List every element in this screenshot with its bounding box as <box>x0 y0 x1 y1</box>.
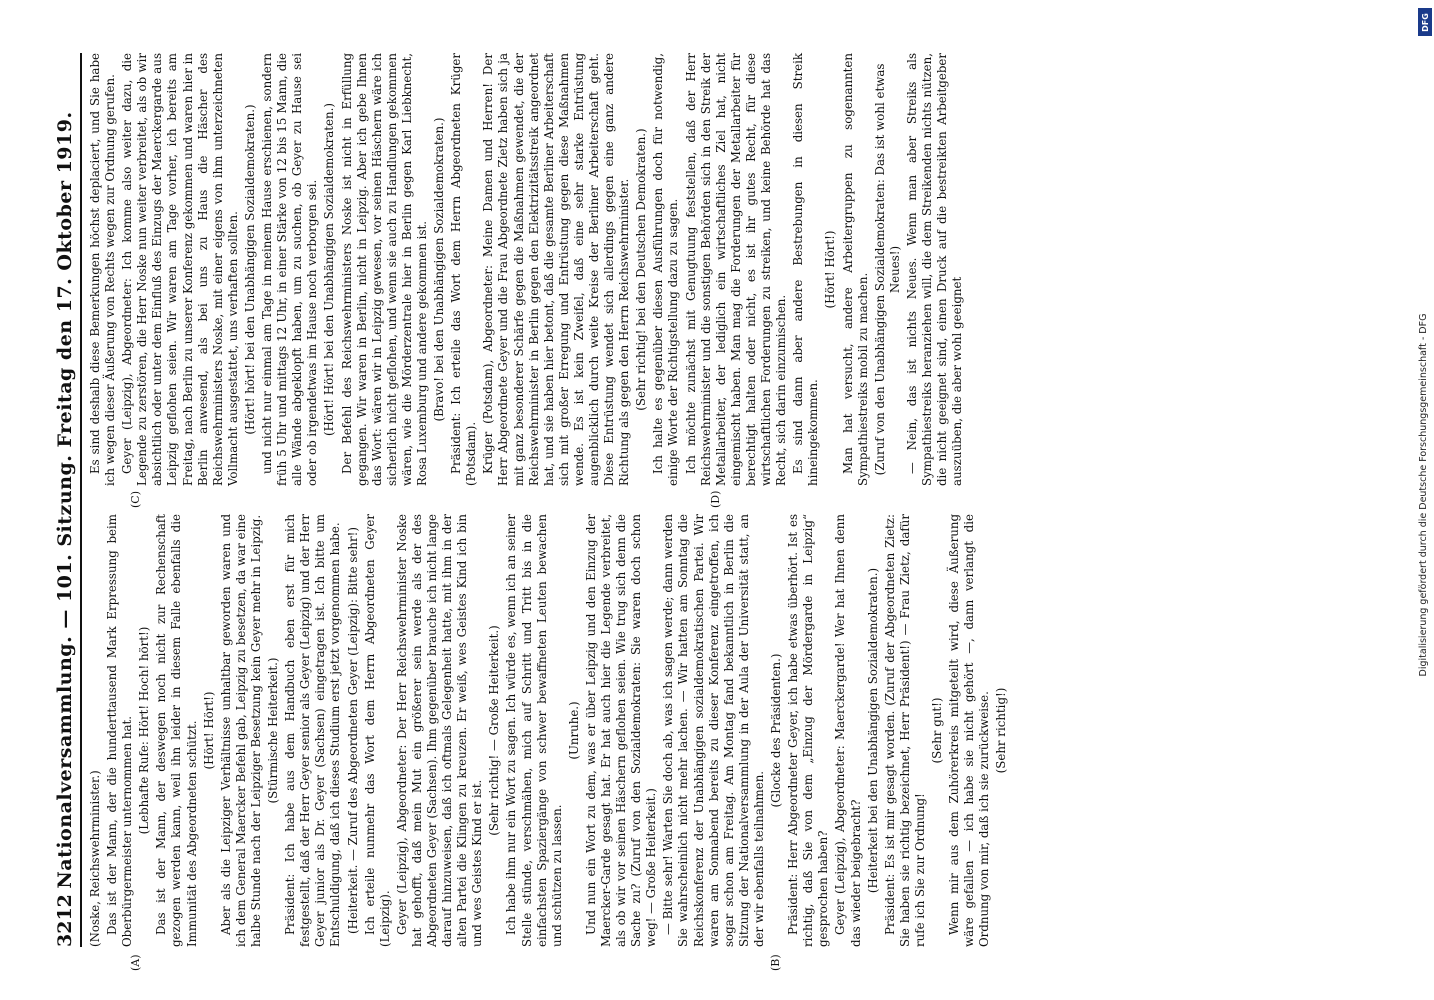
left-paragraph: — Bitte sehr! Warten Sie doch ab, was ich sagen werde; dann werden Sie wahrscheinlich nicht mehr lachen. — Wir hatten am Sonntag die Reichskonferenz der Unabhängigen sozialdemokratischen Partei. Wir waren am Sonnabend bereits zu dieser Konferenz eingetroffen, ich sogar schon am Freitag. Am Montag fand bekanntlich in Berlin die Sitzung der Nationalversammlung in der Aula der Universität statt, an der wir ebenfalls teilnahmen. <box>661 514 766 947</box>
dfg-logo-text: DFG <box>1420 12 1430 32</box>
rotated-page <box>50 45 1360 971</box>
margin-marker-b: (B) <box>769 954 782 971</box>
columns <box>88 53 1348 971</box>
margin-marker-c: (C) <box>129 491 142 508</box>
left-paragraph: (Stürmische Heiterkeit.) <box>266 657 281 804</box>
dfg-logo <box>1418 8 1432 36</box>
left-paragraph: Und nun ein Wort zu dem, was er über Leipzig und den Einzug der Maercker-Garde gesagt hat. Er hat auch hier die Legende verbreitet, als ob wir vor seinen Häschern geflohen seien. Wie trug sich denn die Sache zu? (Zuruf von den Sozialdemokraten: Sie waren doch schon weg! — Große Heiterkeit.) <box>583 514 659 947</box>
right-paragraph: Der Befehl des Reichswehrministers Noske ist nicht in Erfüllung gegangen. Wir waren in Berlin, nicht in Leipzig. Aber ich gebe Ihnen das Wort: wären wir in Leipzig gewesen, vor seinen Häschern wäre ich sicherlich nicht geflohen, und wenn sie auch zu Handlungen gekommen wären, wie die Mörderzentrale hier in Berlin gegen Karl Liebknecht, Rosa Luxemburg und andere gekommen ist. <box>339 53 429 486</box>
right-paragraph: (Hört! Hört! bei den Unabhängigen Sozialdemokraten.) <box>322 103 337 436</box>
left-paragraph: (Glocke des Präsidenten.) <box>769 653 784 808</box>
left-paragraph: (Sehr richtig! — Große Heiterkeit.) <box>487 625 502 836</box>
left-paragraph: (Sehr richtig!) <box>994 687 1009 774</box>
left-paragraph: (Heiterkeit. — Zuruf des Abgeordneten Geyer (Leipzig): Bitte sehr!) <box>345 526 360 935</box>
right-paragraph: (Sehr richtig! bei den Deutschen Demokraten.) <box>634 128 649 411</box>
left-paragraph: Das ist der Mann, der deswegen noch nicht zur Rechenschaft gezogen werden kann, weil ihn leider in diesem Falle ebenfalls die Immunität des Abgeordneten schützt. <box>154 514 199 947</box>
left-paragraph: Wenn mir aus dem Zuhörerkreis mitgeteilt wird, diese Äußerung wäre gefallen — ich habe sie nicht gehört —, dann verlangt die Ordnung von mir, daß ich sie zurückweise. <box>947 514 992 947</box>
page-header <box>50 53 82 947</box>
left-paragraph: (Hört! Hört!) <box>201 691 216 770</box>
digitization-credit: Digitalisierung gefördert durch die Deutsche Forschungsgemeinschaft - DFG <box>1418 313 1429 677</box>
left-paragraph: Präsident: Herr Abgeordneter Geyer, ich habe etwas überhört. Ist es richtig, daß Sie von dem „Einzug der Mördergarde in Leipzig“ gesprochen haben? <box>786 514 831 947</box>
left-paragraph: (Lebhafte Rufe: Hört! Hoch! hört!) <box>137 626 152 835</box>
left-paragraph: (Noske, Reichswehrminister.) <box>88 770 102 947</box>
left-paragraph: (Heiterkeit bei den Unabhängigen Sozialdemokraten.) <box>865 567 880 894</box>
left-paragraph: Das ist der Mann, der die hunderttausend Mark Erpressung beim Oberbürgermeister unternommen hat. <box>105 514 135 947</box>
right-paragraph: — Nein, das ist nichts Neues. Wenn man aber Streiks als Sympathiestreiks heranziehen will, die dem Streikenden nichts nützen, die nicht geeignet sind, einen Druck auf die bestreikten Arbeitgeber auszuüben, die aber wohl geeignet <box>904 53 965 486</box>
left-paragraph: Ich erteile nunmehr das Wort dem Herrn Abgeordneten Geyer (Leipzig). <box>362 514 392 947</box>
right-paragraph: (Hört! Hört!) <box>823 230 838 309</box>
left-paragraph: (Unruhe.) <box>566 701 581 760</box>
left-paragraph: Präsident: Es ist mir gesagt worden. (Zuruf der Abgeordneten Zietz: Sie haben sie richtig bezeichnet, Herr Präsident!) — Frau Zietz, dafür rufe ich Sie zur Ordnung! <box>882 514 927 947</box>
right-paragraph: (Hört! hört! bei den Unabhängigen Sozialdemokraten.) <box>242 104 257 435</box>
right-paragraph: Geyer (Leipzig), Abgeordneter: Ich komme also weiter dazu, die Legende zu zerstören, die Herr Noske nun weiter verbreitet, als ob wir absichtlich oder unter dem Einfluß des Einzugs der Maerckergarde aus Leipzig geflohen seien. Wir waren am Tage vorher, ich bereits am Freitag, nach Berlin zu unserer Konferenz gekommen und waren hier in Berlin anwesend, als bei uns zu Haus die Häscher des Reichswehrministers Noske, mit einer eigens von ihm unterzeichneten Vollmacht ausgestattet, uns verhaften sollten. <box>120 53 240 486</box>
page-title: Nationalversammlung. — 101. Sitzung. Freitag den 17. Oktober 1919. <box>54 111 76 889</box>
left-column <box>88 514 1348 971</box>
left-paragraph: Präsident: Ich habe aus dem Handbuch eben erst für mich festgestellt, daß der Herr Geyer senior als Geyer (Leipzig) und der Herr Geyer junior als Dr. Geyer (Sachsen) eingetragen ist. Ich bitte um Entschuldigung, daß ich dieses Studium erst jetzt vorgenommen habe. <box>283 514 343 947</box>
right-column <box>88 53 1348 508</box>
margin-marker-d: (D) <box>709 490 722 508</box>
right-paragraph: und nicht nur einmal am Tage in meinem Hause erschienen, sondern früh 5 Uhr und mittags 12 Uhr, in einer Stärke von 12 bis 15 Mann, die alle Wände abgeklopft haben, um zu suchen, ob Geyer zu Hause sei oder ob irgendetwas im Hause noch verborgen sei. <box>260 53 320 486</box>
right-paragraph: Ich möchte zunächst mit Genugtuung feststellen, daß der Herr Reichswehrminister und die sonstigen Behörden sich in den Streik der Metallarbeiter, der lediglich ein wirtschaftliches Ziel hat, nicht eingemischt haben. Man mag die Forderungen der Metallarbeiter für berechtigt halten oder nicht, es ist ihr gutes Recht, für diese wirtschaftlichen Forderungen zu streiken, und keine Behörde hat das Recht, sich darin einzumischen. <box>683 53 789 486</box>
right-paragraph: Es sind deshalb diese Bemerkungen höchst deplaciert, und Sie habe ich wegen dieser Äußerung von Rechts wegen zur Ordnung gerufen. <box>88 53 118 486</box>
right-paragraph: Ich halte es gegenüber diesen Ausführungen doch für notwendig, einige Worte der Richtigstellung dazu zu sagen. <box>651 53 681 486</box>
margin-marker-a: (A) <box>129 954 142 971</box>
right-paragraph: (Zuruf von den Unabhängigen Sozialdemokraten: Das ist wohl etwas Neues!) <box>872 63 902 476</box>
right-paragraph: Es sind dann aber andere Bestrebungen in diesen Streik hineingekommen. <box>791 53 821 486</box>
left-paragraph: Geyer (Leipzig), Abgeordneter: Der Herr Reichswehrminister Noske hat gehofft, daß mein Mut ein größerer sein werde als der des Abgeordneten Geyer (Sachsen). Ihm gegenüber brauche ich nicht lange darauf hinzuweisen, daß ich oftmals Gelegenheit hatte, mit ihm in der alten Partei die Klingen zu kreuzen. Er weiß, wes Geistes Kind ich bin und wes Geistes Kind er ist. <box>394 514 485 947</box>
right-paragraph: Man hat versucht, andere Arbeitergruppen zu sogenannten Sympathiestreiks mobil zu machen. <box>840 53 870 486</box>
right-paragraph: (Bravo! bei den Unabhängigen Sozialdemokraten.) <box>432 117 447 422</box>
left-paragraph: (Sehr gut!) <box>929 697 944 764</box>
right-paragraph: Präsident: Ich erteile das Wort dem Herrn Abgeordneten Krüger (Potsdam). <box>449 53 479 486</box>
left-paragraph: Aber als die Leipziger Verhältnisse unhaltbar geworden waren und ich dem General Maercker Befehl gab, Leipzig zu besetzen, da war eine halbe Stunde nach der Leipziger Besetzung kein Geyer mehr in Leipzig. <box>218 514 263 947</box>
left-paragraph: Ich habe ihm nur ein Wort zu sagen. Ich würde es, wenn ich an seiner Stelle stünde, verschmähen, mich auf Schritt und Tritt bis in die einfachsten Spaziergänge von schwer bewaffneten Leuten bewachen und schützen zu lassen. <box>504 514 564 947</box>
right-paragraph: Krüger (Potsdam), Abgeordneter: Meine Damen und Herren! Der Herr Abgeordnete Geyer und die Frau Abgeordnete Zietz haben sich ja mit ganz besonderer Schärfe gegen die Maßnahmen gewendet, die der Reichswehrminister in Berlin gegen den Elektrizitätsstreik angeordnet hat, und sie haben hier betont, daß die gesamte Berliner Arbeiterschaft sich mit großer Erregung und Entrüstung gegen diese Maßnahmen wende. Es ist kein Zweifel, daß eine sehr starke Entrüstung augenblicklich durch weite Kreise der Berliner Arbeiterschaft geht. Diese Entrüstung wendet sich allerdings gegen eine ganz andere Richtung als gegen den Herrn Reichswehrminister. <box>481 53 632 486</box>
left-paragraph: Geyer (Leipzig), Abgeordneter: Maerckergarde! Wer hat Ihnen denn das wieder beigebracht? <box>833 514 863 947</box>
page-number: 3212 <box>54 894 76 947</box>
